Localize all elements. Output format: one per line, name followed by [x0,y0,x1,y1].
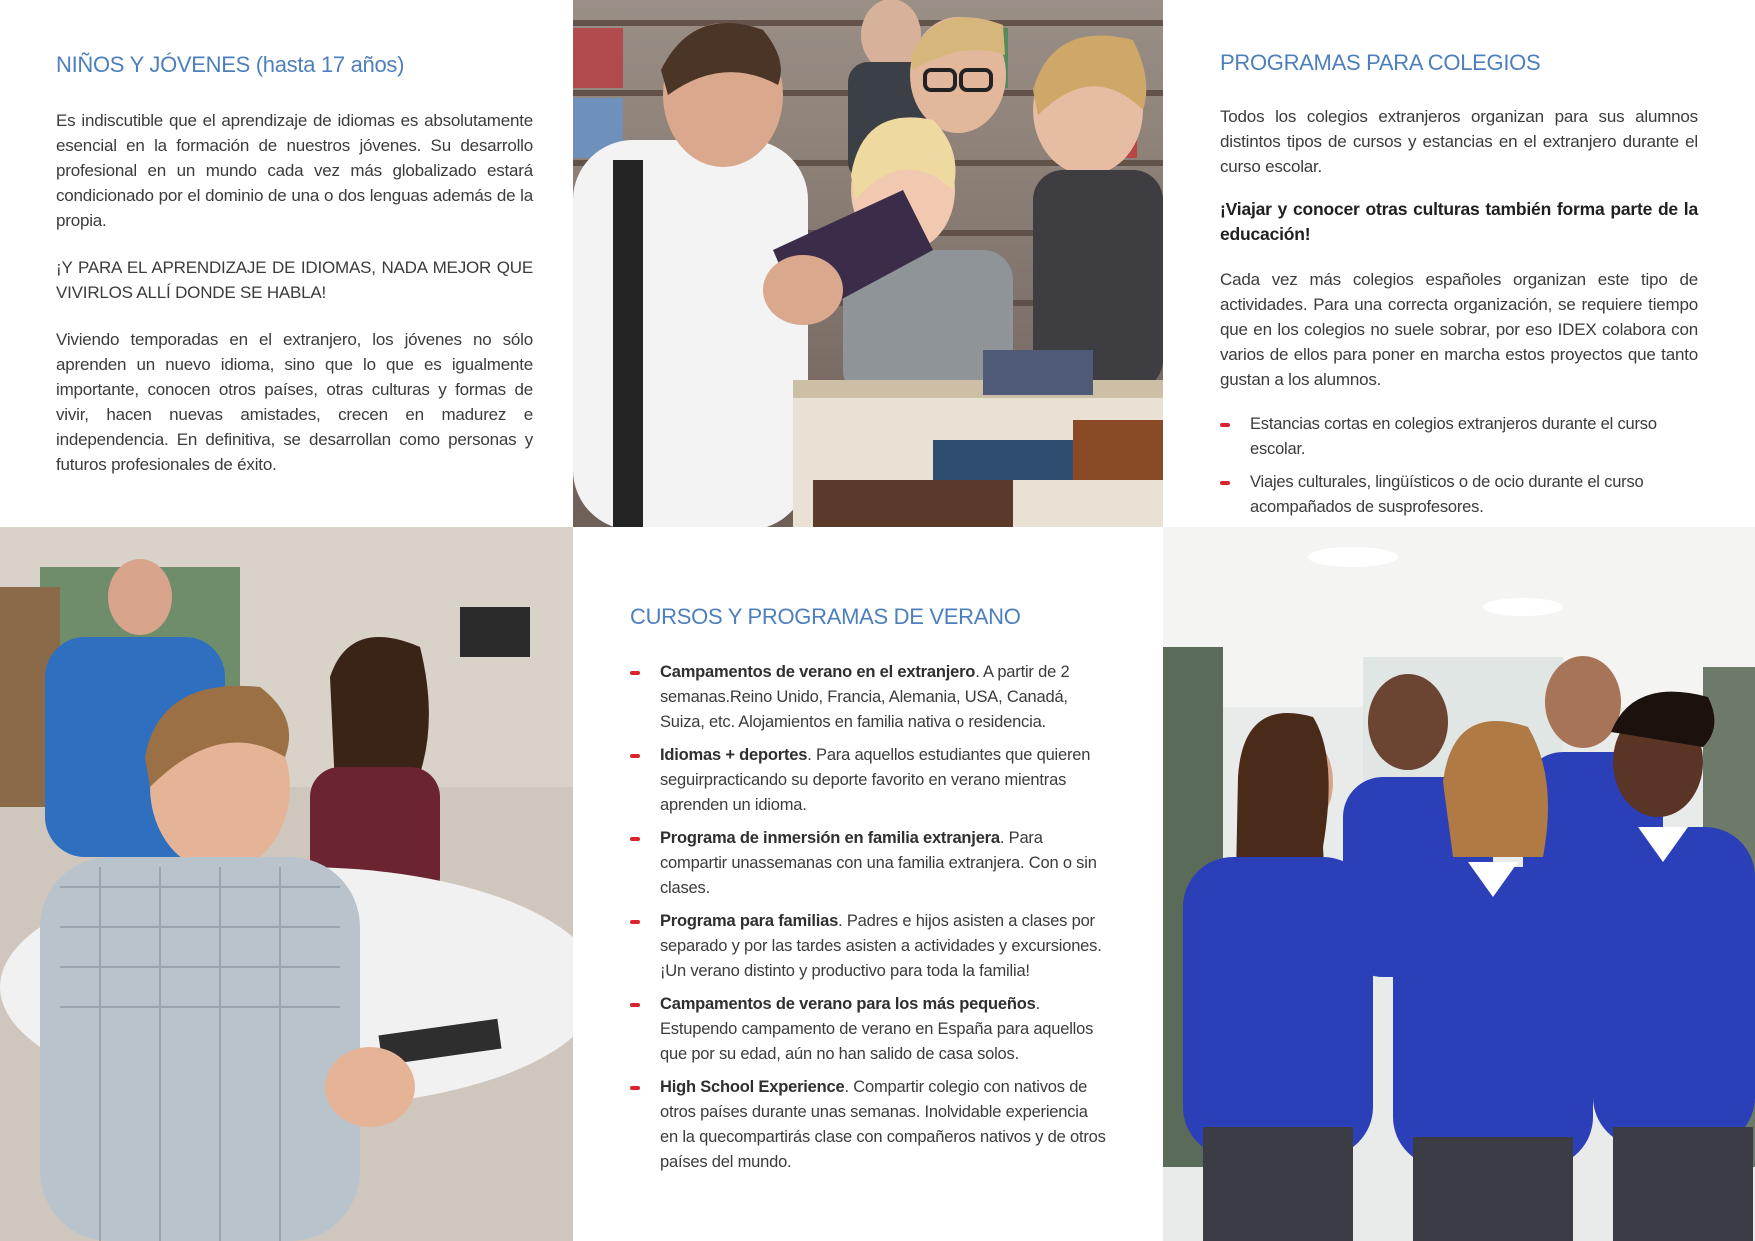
bullet-dash-icon [630,1003,640,1007]
bullet-dash-icon [630,1086,640,1090]
bullet-dash-icon [630,920,640,924]
students-uniform-photo [1163,527,1755,1241]
list-item [630,992,1108,1067]
bullet-dash-icon [630,754,640,758]
list-item [630,909,1108,984]
list-item: Viajes culturales, lingüísticos o de ocio durante el curso acompañados de susprofesores. [1220,470,1698,520]
bookstore-photo [573,0,1163,527]
program-title: Programa para familias [660,912,839,930]
program-title: Programa de inmersión en familia extranjera [660,829,1000,847]
intro-panel [56,52,533,477]
program-title: High School Experience [660,1078,845,1096]
list-item: Estancias cortas en colegios extranjeros durante el curso escolar. [1220,412,1698,462]
program-description: . Padres e hijos asisten a clases por separado y por las tardes asisten a actividades y excursiones. ¡Un verano distinto y productivo para toda la familia! [660,912,1102,980]
list-item [630,1075,1108,1175]
bullet-dash-icon [630,837,640,841]
intro-paragraph-3: Viviendo temporadas en el extranjero, los jóvenes no sólo aprenden un nuevo idioma, sino que lo que es igualmente importante, conocen otros países, otras culturas y formas de vivir, hacen nuevas amistades, crecen en madurez e independencia. En definitiva, se desarrollan como personas y futuros profesionales de éxito. [56,330,533,474]
list-item [630,743,1108,818]
schools-paragraph-3: Cada vez más colegios españoles organizan este tipo de actividades. Para una correcta organización, se requiere tiempo que en los colegios no suele sobrar, por eso IDEX colabora con varios de ellos para poner en marcha estos proyectos que tanto gustan a los alumnos. [1220,270,1698,389]
list-item [630,826,1108,901]
intro-paragraph-2: ¡Y PARA EL APRENDIZAJE DE IDIOMAS, NADA MEJOR QUE VIVIRLOS ALLÍ DONDE SE HABLA! [56,258,533,302]
program-description: . Para compartir unassemanas con una familia extranjera. Con o sin clases. [660,829,1097,897]
summer-program-list [630,660,1108,1175]
program-description: . Para aquellos estudiantes que quieren seguirpracticando su deporte favorito en verano mientras aprenden un idioma. [660,746,1091,814]
bullet-dash-icon [630,671,640,675]
intro-heading: NIÑOS Y JÓVENES (hasta 17 años) [56,52,405,77]
intro-paragraph-1: Es indiscutible que el aprendizaje de idiomas es absolutamente esencial en la formación de nuestros jóvenes. Su desarrollo profesional en un mundo cada vez más globalizado estará condicionado por el dominio de una o dos lenguas además de la propia. [56,111,533,230]
program-description: . Estupendo campamento de verano en España para aquellos que por su edad, aún no han salido de casa solos. [660,995,1094,1063]
summer-heading: CURSOS Y PROGRAMAS DE VERANO [630,604,1021,629]
bullet-dash-icon [1220,481,1230,485]
schools-paragraph-2: ¡Viajar y conocer otras culturas también forma parte de la educación! [1220,199,1698,244]
program-description: . Compartir colegio con nativos de otros países durante unas semanas. Inolvidable experiencia en la quecompartirás clase con compañeros nativos y de otros países del mundo. [660,1078,1106,1171]
program-title: Idiomas + deportes [660,746,808,764]
classroom-photo [0,527,573,1241]
schools-paragraph-1: Todos los colegios extranjeros organizan para sus alumnos distintos tipos de cursos y estancias en el extranjero durante el curso escolar. [1220,107,1698,176]
list-item [630,660,1108,735]
schools-panel [1220,50,1698,578]
program-title: Campamentos de verano en el extranjero [660,663,976,681]
schools-heading: PROGRAMAS PARA COLEGIOS [1220,50,1541,75]
bullet-dash-icon [1220,423,1230,427]
summer-panel [630,604,1108,1175]
program-description: . A partir de 2 semanas.Reino Unido, Francia, Alemania, USA, Canadá, Suiza, etc. Alojamientos en familia nativa o residencia. [660,663,1070,731]
program-title: Campamentos de verano para los más pequeños [660,995,1036,1013]
